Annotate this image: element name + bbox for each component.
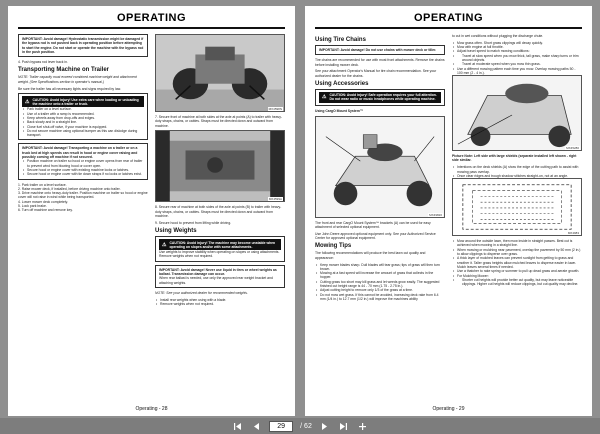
caution-header [319, 92, 441, 103]
list-item: • Intentions on the deck shields (A) show the edge of the cutting path to assist with mowing pass overlap. [452, 165, 582, 174]
caution-box [18, 93, 148, 140]
caution-title: CAUTION: Avoid injury! The machine may become unstable when operating on slopes and/or with some attachments. [169, 240, 276, 249]
image-id: MX49820 [429, 212, 442, 217]
important-box [18, 34, 148, 57]
trailer-front-photo [155, 34, 285, 112]
next-page-icon [320, 422, 329, 431]
image-id: MX45280 [566, 146, 579, 151]
page-number-input[interactable]: 29 [269, 421, 293, 432]
mowing-pattern-drawing [453, 179, 581, 235]
mowing-pattern-diagram [452, 178, 582, 236]
caution-box [315, 89, 445, 106]
body-text: See your attachment Operator's Manual for tire chain recommendation. See your authorized dealer for the chains. [315, 69, 437, 78]
last-page-button[interactable] [338, 420, 350, 432]
list-item: • Mow with engine at full throttle. [452, 45, 582, 49]
list-item: • Mow grass often. Short grass clippings will decay quickly. [452, 41, 582, 45]
section-heading: Transporting Machine on Trailer [18, 67, 110, 74]
page-total: / 62 [300, 422, 312, 430]
important-text: IMPORTANT: Avoid damage! Hydrostatic transmission might be damaged if the bypass rod is not pushed back in operating position before attempting to start the engine. Do not start or operate the machine with the bypass rod in the push position. [22, 37, 144, 54]
step-text: 4. Push bypass rod lever back in. [18, 60, 68, 65]
list-item: • Secure hood or engine cover with tie down straps if no locks or latches exist. [22, 172, 144, 176]
zoom-in-button[interactable] [357, 420, 369, 432]
list-item: • When mowing or mulching near pavement, overlap the pavement by 50 mm (2 in.) to allow clippings to disperse over grass. [452, 248, 582, 257]
list-item: • Travel at moderate speed when you mow thin grass. [452, 62, 582, 66]
list-item: • Use a thatcher to rake spring or summer to pull up dead grass and aerate growth. [452, 269, 582, 273]
list-item: • Keep mower blades sharp. Dull blades will tear grass; tips of grass will then turn brown. [315, 263, 445, 272]
image-id: MX4598N [268, 107, 282, 111]
pdf-toolbar [0, 418, 600, 434]
list-item: • Cutting grass too short may kill grass and let weeds grow easily. The suggested finished cut height range is 44 - 70 mm (1.75 - 2.75 in.). [315, 280, 445, 289]
list-item: • A thick layer of mulched leaves can prevent sunlight from getting to grass and smother it. Taller grass heights allow mulched leaves to disperse easier in lawn. Mulch leaves several times if needed. [452, 256, 582, 269]
step-text: 3. Drive machine onto heavy-duty trailer. Position machine on trailer so hood or engine cover will not raise in wind while being transported. [18, 191, 148, 200]
important-text: IMPORTANT: Avoid damage! Never use liquid in tires or wheel weights as ballast. Transmission damage can occur. [159, 267, 277, 276]
body-text: The front and rear CargO Mount System™ brackets (A) can be used for easy attachment of selected optional equipment. [315, 220, 431, 230]
step-text: 2. Raise mower deck, if installed, before driving machine onto trailer. [18, 186, 121, 191]
sub-heading: Using CargO Mount System™ [315, 108, 364, 113]
caution-header [159, 239, 281, 250]
section-heading: Using Accessories [315, 80, 369, 87]
mower-front-image [156, 35, 284, 111]
last-page-icon [339, 422, 348, 431]
list-item: • Travel at slow speed when you mow thick, tall grass, make sharp turns or trim around objects. [452, 54, 582, 63]
list-item: • Adjust travel speed to match mowing conditions: [452, 49, 582, 53]
step-text: 6. Turn off machine and remove key. [18, 208, 73, 213]
list-item: • Remove weights when not required. [155, 302, 285, 306]
list-item: • Secure hood or engine cover with existing machine locks or latches. [22, 168, 144, 172]
caution-title: CAUTION: Avoid injury! Use extra care when loading or unloading the machine onto a trailer or truck. [32, 97, 139, 106]
list-item: • Do not mow wet grass. If this cannot be avoided, increasing deck rake from 6.4 mm (1/4 in.) to 12.7 mm (1/2 in.) will improve the machines ability [315, 293, 445, 302]
list-item: • Position machine on trailer so hood or engine cover opens from rear of trailer to prevent wind from blowing hood or cover open. [22, 159, 144, 168]
page-footer: Operating - 28 [135, 406, 168, 412]
first-page-button[interactable] [231, 420, 243, 432]
mower-rear-image [156, 131, 284, 201]
step-text: 8. Secure rear of machine at both sides of the axle at points (B) to trailer with heavy-duty straps, chains, or cables. Straps must be directed down and outward from machine. [155, 205, 282, 218]
body-text: The following recommendations will produce the best lawn cut quality and appearance: [315, 251, 426, 260]
list-item: • Use a different mowing pattern each time you mow. Overlap mowing paths 50 - 100 mm (2 - 4 in.). [452, 67, 582, 76]
body-text: When rear ballast is needed, use only the approved rear weight bracket and attaching weights. [159, 276, 273, 285]
page-footer: Operating - 29 [432, 406, 465, 412]
list-item: • Shorter cut heights will provide better cut quality, but may leave noticeable clippings. Higher cut heights will reduce clippings, but cut quality may decline. [452, 278, 582, 287]
section-heading: Using Tire Chains [315, 37, 366, 43]
step-text: 7. Secure front of machine at both sides at the axle at points (A) to trailer with heavy-duty straps, chains, or cables. Straps must be directed down and outward from machine. [155, 115, 283, 128]
list-item: • Use of a trailer with a ramp is recommended. [22, 112, 144, 116]
list-item: • Do not secure machine using optional bumper as this can dislodge during transport. [22, 129, 144, 138]
right-column-1 [315, 34, 445, 416]
list-item: • Install rear weights when using with a blade. [155, 298, 285, 302]
body-text: Tire chains are recommended for use with most front attachments. Remove tire chains before installing mower deck. [315, 58, 445, 67]
warning-icon: ⚠ [25, 98, 30, 105]
body-text: to cut in wet conditions without plugging the discharge chute. [452, 34, 544, 38]
picture-note: Picture Note: Left side with large shields (separate installed left shown - right side similar. [452, 154, 577, 163]
zoom-in-icon [358, 422, 367, 431]
first-page-icon [233, 422, 242, 431]
cargo-mount-drawing [316, 117, 444, 217]
important-box [315, 45, 445, 55]
list-item: • Park trailer on a level surface. [22, 107, 144, 111]
next-page-button[interactable] [319, 420, 331, 432]
step-text: 4. Lower mower deck completely. [18, 199, 69, 204]
deck-shield-drawing [453, 76, 581, 150]
list-item: • Keep wheels away from drop-offs and edges. [22, 116, 144, 120]
caution-header [22, 96, 144, 107]
previous-page-icon [252, 422, 261, 431]
note-text: NOTE: See your authorized dealer for recommended weights. [155, 290, 248, 295]
step-text: 9. Secure hood to prevent from lifting while driving. [155, 220, 232, 225]
body-text: Use John Deere approved optional equipment only. See your Authorized Service Center for approved optional equipment. [315, 231, 436, 241]
step-text: 5. Lock park brake. [18, 204, 47, 209]
warning-icon: ⚠ [322, 94, 327, 101]
step-text: 1. Park trailer on a level surface. [18, 182, 67, 187]
cargo-mount-photo [315, 116, 445, 218]
important-text: IMPORTANT: Avoid damage! Transporting a machine on a trailer or on a truck bed at high speeds can result in hood or engine cover raising and possibly coming off machine if not secured. [22, 146, 138, 160]
list-item: • Mow around the outside lawn, then mow inside in straight passes. Best cut is achieved when mowing in a straight line. [452, 239, 582, 248]
body-text: Remove weights when not required. [159, 254, 214, 259]
image-id: MX4599A [268, 197, 282, 202]
page-header: OPERATING [18, 12, 285, 29]
important-box [18, 143, 148, 179]
left-column-2 [155, 34, 285, 416]
list-item: • Once clear ridges and trough shadow stitches straight-on, not at an angle. [452, 174, 582, 178]
body-text: Be sure the trailer has all necessary lights and signs required by law. [18, 86, 121, 91]
image-id: MX4983 [567, 231, 579, 236]
deck-shield-photo [452, 75, 582, 151]
note-text: NOTE: Trailer capacity must exceed combined machine weight and attachment weight. (See Specifications section in operator's manual.) [18, 75, 137, 84]
right-column-2 [452, 34, 582, 416]
body-text: Use weights to improve stability when operating on slopes or using attachments. [159, 250, 280, 255]
list-item: • Close fuel shut-off valve, if your machine is equipped. [22, 125, 144, 129]
left-column-1 [18, 34, 148, 416]
page-29 [305, 6, 592, 416]
list-item: • Mowing at a fast speed will increase the amount of grass that collects in the hopper. [315, 271, 445, 280]
list-item: • For Mulching Mower: [452, 274, 582, 278]
section-heading: Using Weights [155, 228, 197, 235]
important-text: IMPORTANT: Avoid damage! Do not use chains with mower deck or tiller. [319, 48, 437, 52]
page-header: OPERATING [315, 12, 582, 29]
list-item: • Back slowly and in a straight line. [22, 120, 144, 124]
previous-page-button[interactable] [250, 420, 262, 432]
page-28 [8, 6, 295, 416]
list-item: • Adjust cutting height to remove only 1/3 of the grass at a time. [315, 288, 445, 292]
caution-title: CAUTION: Avoid injury! Safe operation requires your full attention. Do not wear radio or music headphones while operating machine. [329, 93, 437, 102]
important-box [155, 265, 285, 288]
trailer-rear-photo [155, 130, 285, 202]
warning-icon: ⚠ [162, 241, 167, 248]
section-heading: Mowing Tips [315, 243, 352, 250]
caution-box [155, 236, 285, 262]
